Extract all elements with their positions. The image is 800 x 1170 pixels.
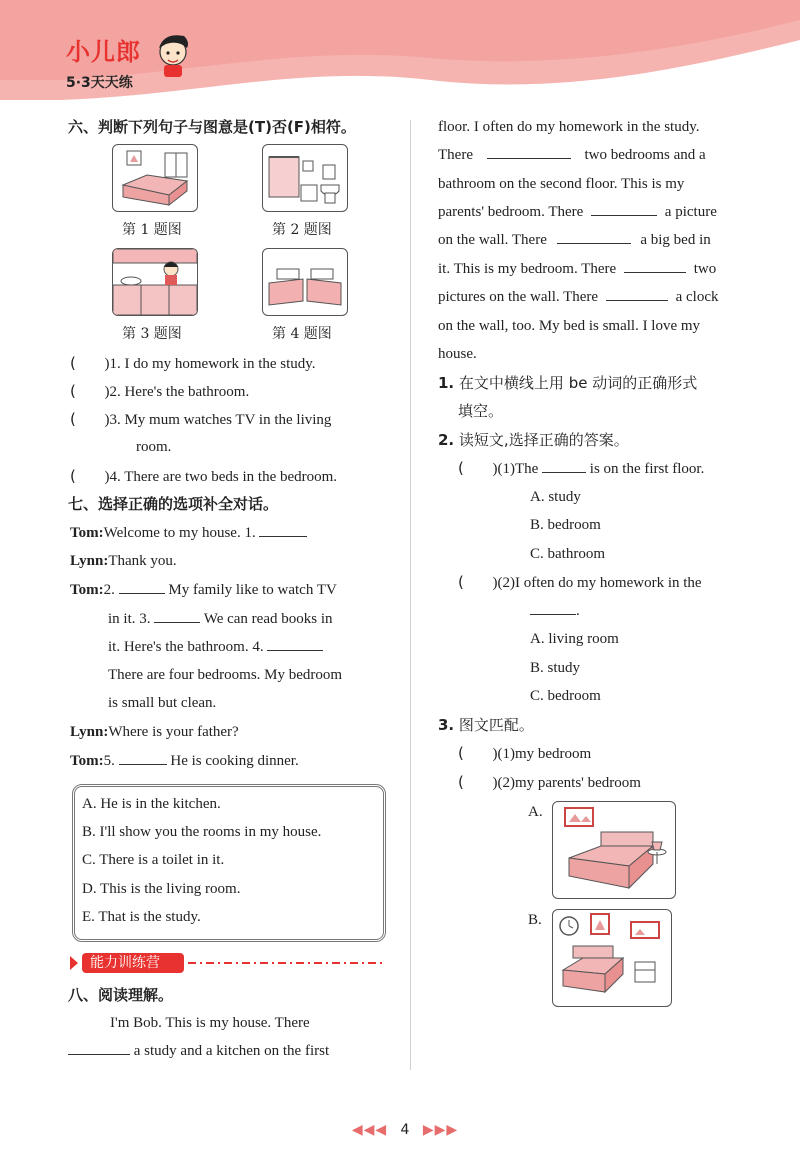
dialogue-tom-3: Tom:5. He is cooking dinner. [70, 750, 299, 772]
q2-1-blank[interactable] [542, 458, 586, 473]
q2-2-option-a: A. living room [530, 631, 619, 647]
q2-2-option-c: C. bedroom [530, 688, 601, 704]
answer-paren[interactable]: ( [70, 467, 105, 485]
option-e: E. That is the study. [82, 909, 201, 925]
passage-blank-1[interactable] [68, 1040, 130, 1055]
judge-item-2: ( )2. Here's the bathroom. [70, 382, 250, 400]
passage-line-3: floor. I often do my homework in the study. [438, 119, 700, 135]
question-3-2: ( )(2)my parents' bedroom [458, 773, 641, 791]
brand-logo [62, 30, 202, 90]
blank-3[interactable] [154, 608, 200, 623]
passage-line-11: house. [438, 346, 477, 362]
picture-2-bathroom [262, 144, 348, 212]
question-1: 1. 在文中横线上用 be 动词的正确形式 [438, 374, 698, 392]
blank-2[interactable] [119, 579, 165, 594]
question-3-1: ( )(1)my bedroom [458, 744, 592, 762]
blank-4[interactable] [267, 636, 323, 651]
caption-2: 第 2 题图 [272, 222, 332, 238]
passage-line-8: it. This is my bedroom. There two [438, 258, 716, 280]
passage-line-9: pictures on the wall. There a clock [438, 286, 718, 308]
column-divider [410, 120, 411, 1070]
passage-line-2: a study and a kitchen on the first [68, 1040, 329, 1062]
banner-label: 能力训练营 [90, 955, 160, 971]
passage-line-6: parents' bedroom. There a picture [438, 201, 717, 223]
judge-item-3-cont: room. [136, 439, 172, 455]
bed-icon [113, 145, 197, 211]
answer-paren[interactable]: ( [458, 459, 493, 477]
caption-1: 第 1 题图 [122, 222, 182, 238]
judge-item-3: ( )3. My mum watches TV in the living [70, 410, 332, 428]
page-number: 4 [400, 1122, 410, 1138]
picture-b-my-bedroom [552, 909, 672, 1007]
answer-paren[interactable]: ( [458, 744, 493, 762]
question-3: 3. 图文匹配。 [438, 716, 534, 734]
dialogue-tom-2-line3: it. Here's the bathroom. 4. [108, 636, 323, 658]
passage-line-1: I'm Bob. This is my house. There [110, 1015, 310, 1031]
question-1-cont: 填空。 [458, 402, 504, 420]
answer-paren[interactable]: ( [70, 354, 105, 372]
picture-1-bedroom [112, 144, 198, 212]
prev-arrows-icon: ◀◀◀ [351, 1122, 388, 1138]
small-bed-icon [553, 910, 671, 1006]
dialogue-tom-2-line2: in it. 3. We can read books in [108, 608, 333, 630]
pic-label-b: B. [528, 912, 542, 928]
picture-a-parents-bedroom [552, 801, 676, 899]
next-arrows-icon: ▶▶▶ [422, 1122, 459, 1138]
passage-blank-2[interactable] [487, 144, 571, 159]
blank-1[interactable] [259, 522, 307, 537]
passage-blank-4[interactable] [557, 229, 631, 244]
dialogue-tom-1: Tom:Welcome to my house. 1. [70, 522, 307, 544]
kitchen-icon [113, 249, 197, 315]
passage-line-10: on the wall, too. My bed is small. I love my [438, 318, 701, 334]
section6-title: 六、判断下列句子与图意是(T)否(F)相符。 [68, 118, 356, 136]
big-bed-icon [553, 802, 675, 898]
section7-title: 七、选择正确的选项补全对话。 [68, 495, 279, 513]
two-beds-icon [263, 249, 347, 315]
caption-4: 第 4 题图 [272, 326, 332, 342]
passage-line-5: bathroom on the second floor. This is my [438, 176, 685, 192]
dialogue-tom-2-line4: There are four bedrooms. My bedroom [108, 667, 343, 683]
question-2-2: ( )(2)I often do my homework in the [458, 573, 702, 591]
passage-line-7: on the wall. There a big bed in [438, 229, 711, 251]
answer-paren[interactable]: ( [70, 382, 105, 400]
q2-1-option-b: B. bedroom [530, 517, 601, 533]
q2-2-blank[interactable] [530, 600, 576, 615]
option-a: A. He is in the kitchen. [82, 796, 221, 812]
q2-2-option-b: B. study [530, 660, 581, 676]
judge-item-4: ( )4. There are two beds in the bedroom. [70, 467, 338, 485]
dialogue-lynn-1: Lynn:Thank you. [70, 553, 177, 569]
brand-title: 小儿郎 [66, 38, 141, 66]
answer-paren[interactable]: ( [70, 410, 105, 428]
passage-blank-3[interactable] [591, 201, 657, 216]
q2-1-option-c: C. bathroom [530, 546, 605, 562]
answer-paren[interactable]: ( [458, 773, 493, 791]
question-2: 2. 读短文,选择正确的答案。 [438, 431, 629, 449]
picture-3-kitchen [112, 248, 198, 316]
blank-5[interactable] [119, 750, 167, 765]
caption-3: 第 3 题图 [122, 326, 182, 342]
option-c: C. There is a toilet in it. [82, 852, 225, 868]
passage-line-4: There two bedrooms and a [438, 144, 706, 166]
question-2-2-cont: . [530, 600, 580, 622]
picture-4-two-beds [262, 248, 348, 316]
brand-series: 5·3天天练 [66, 75, 133, 91]
option-b: B. I'll show you the rooms in my house. [82, 824, 322, 840]
dialogue-tom-2-line5: is small but clean. [108, 695, 217, 711]
q2-1-option-a: A. study [530, 489, 581, 505]
page-footer [340, 1122, 470, 1138]
dialogue-lynn-2: Lynn:Where is your father? [70, 724, 239, 740]
boy-mascot-icon [154, 30, 192, 78]
dialogue-tom-2: Tom:2. My family like to watch TV [70, 579, 337, 601]
judge-item-1: ( )1. I do my homework in the study. [70, 354, 316, 372]
passage-blank-6[interactable] [606, 286, 668, 301]
section8-title: 八、阅读理解。 [68, 986, 174, 1004]
passage-blank-5[interactable] [624, 258, 686, 273]
answer-paren[interactable]: ( [458, 573, 493, 591]
option-d: D. This is the living room. [82, 881, 241, 897]
bathroom-icon [263, 145, 347, 211]
pic-label-a: A. [528, 804, 543, 820]
question-2-1: ( )(1)The is on the first floor. [458, 459, 705, 477]
